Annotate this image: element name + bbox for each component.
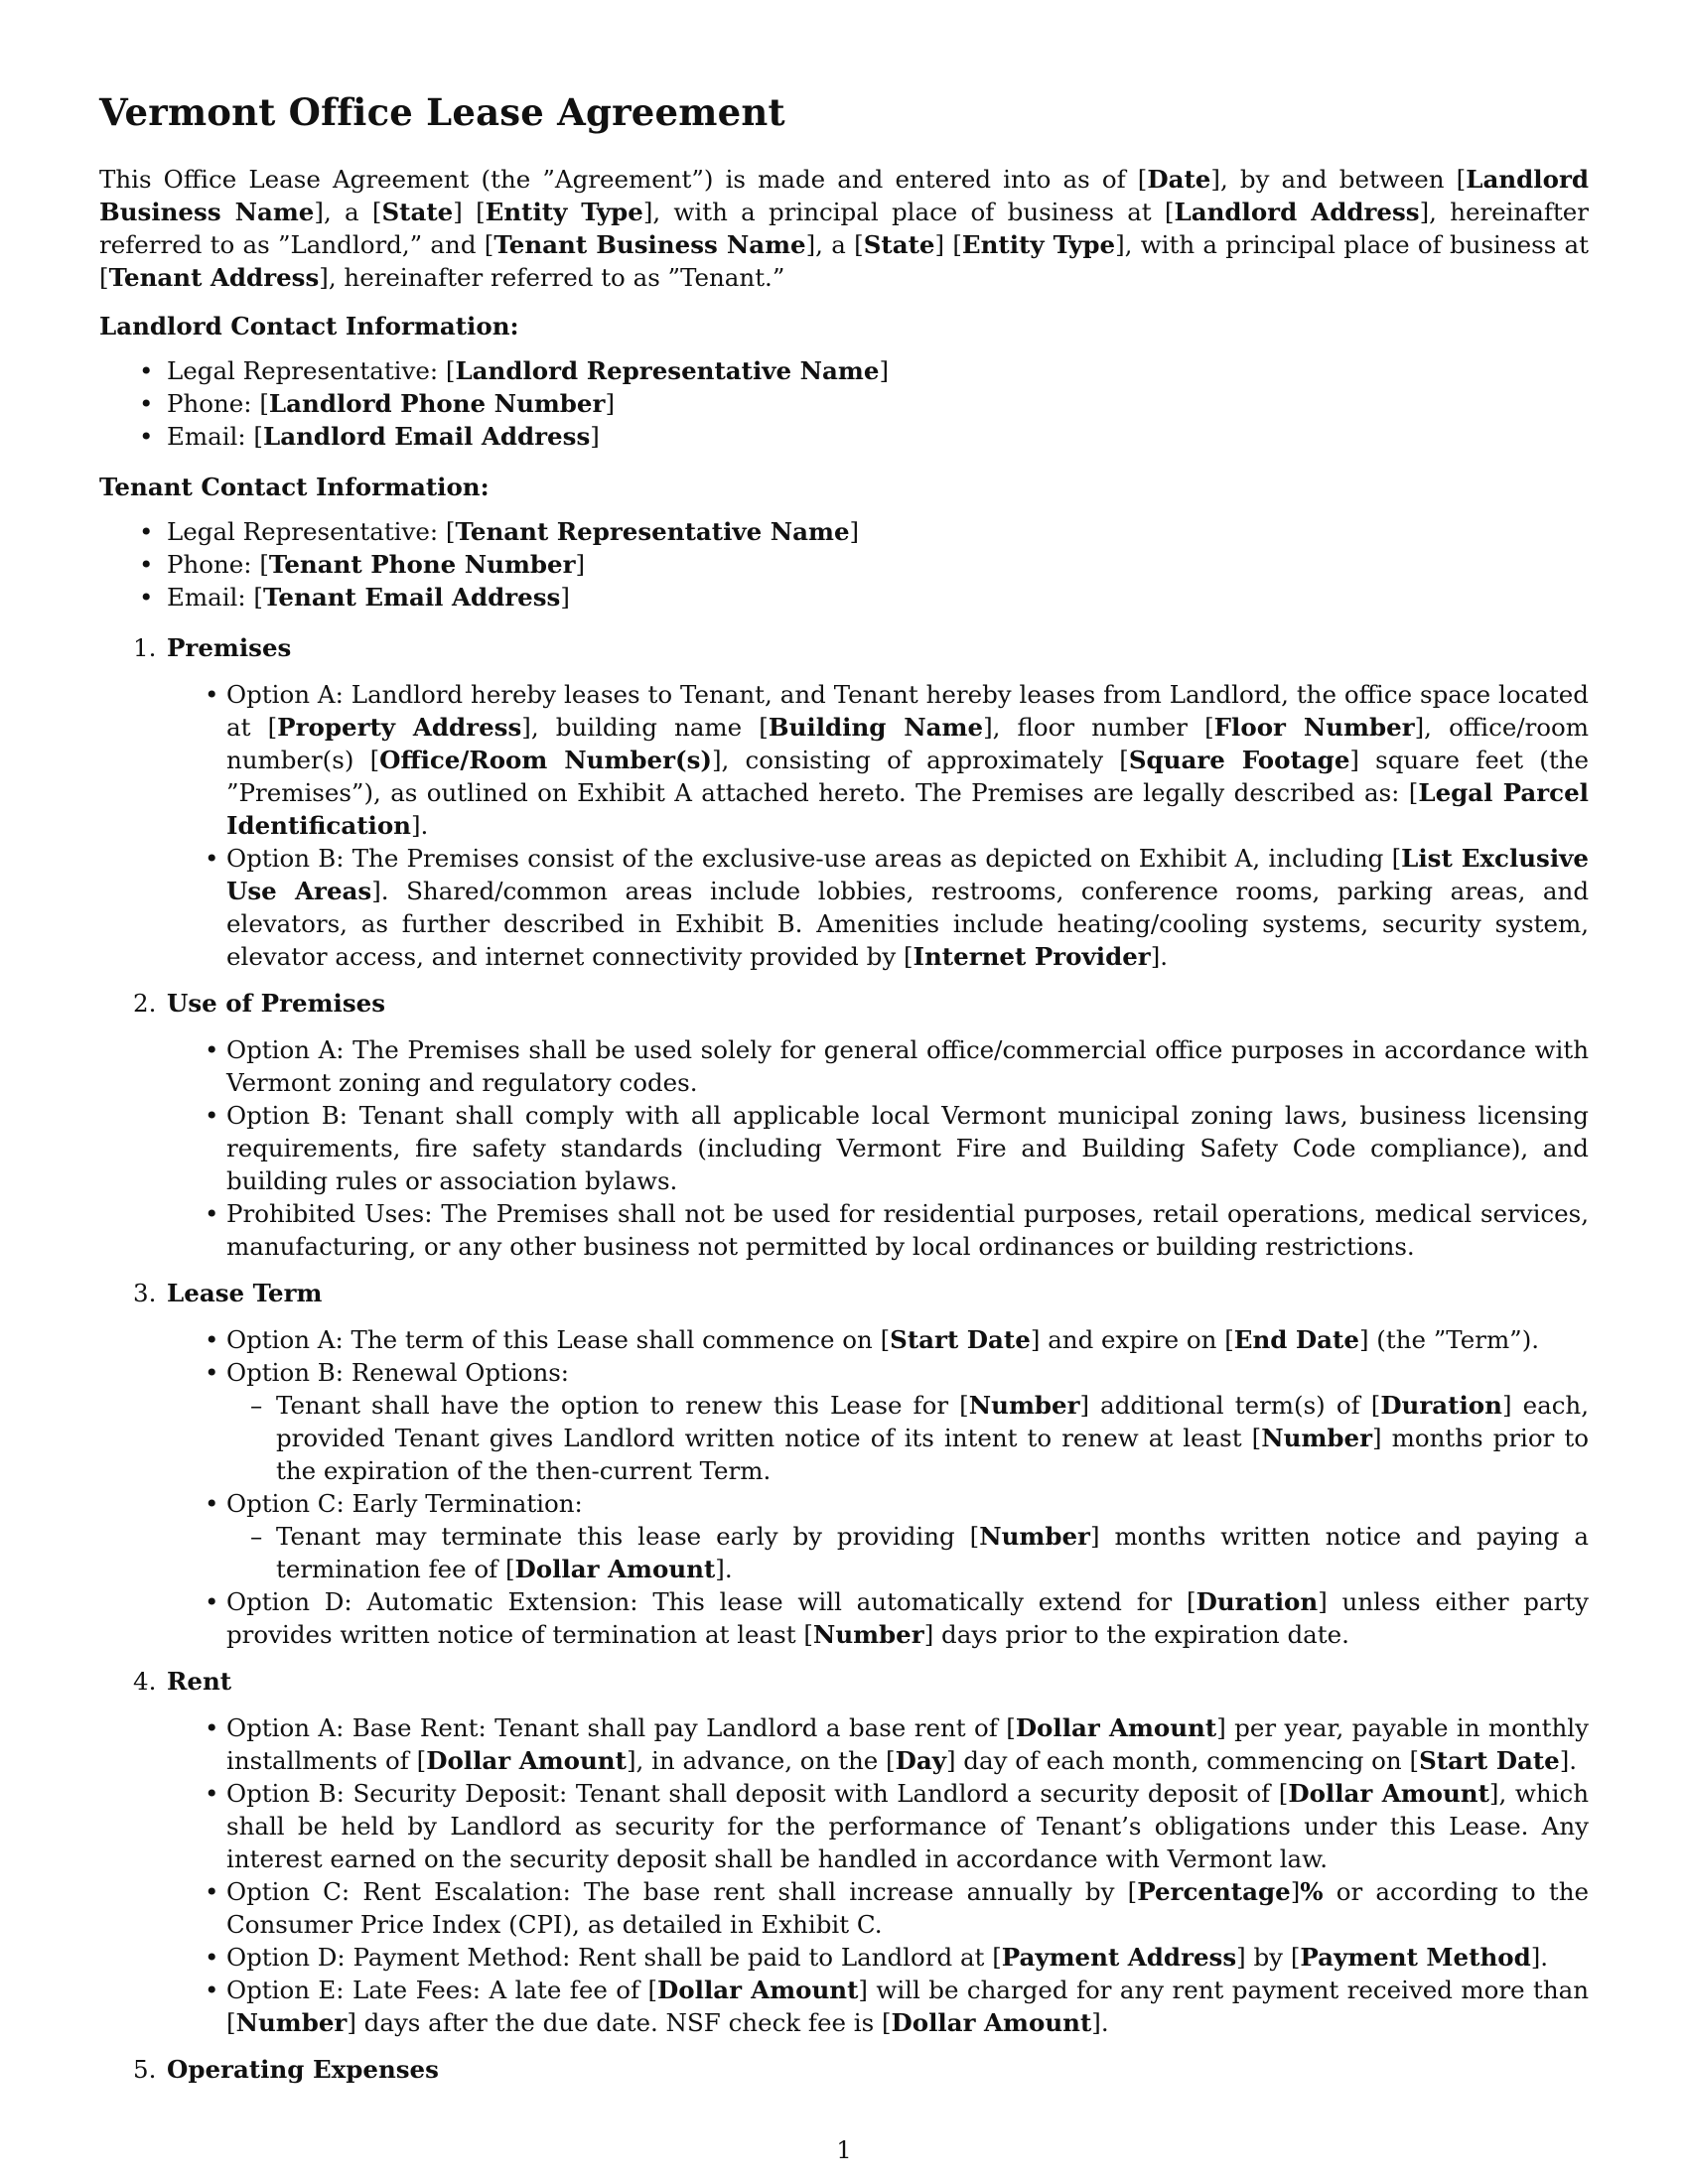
list-item: • Option A: Base Rent: Tenant shall pay Landlord a base rent of [Dollar Amount] per year, payable in monthly installments of [Dollar Amount], in advance, on the [Day] day of each month, commencing on [Start Date].: [226, 1711, 1589, 1777]
premises-options: [99, 678, 1589, 973]
list-item: • Option D: Automatic Extension: This lease will automatically extend for [Duration] unless either party provides written notice of termination at least [Number] days prior to the expiration date.: [226, 1585, 1589, 1651]
list-item: – Tenant shall have the option to renew this Lease for [Number] additional term(s) of [Duration] each, provided Tenant gives Landlord written notice of its intent to renew at least [Number] months prior to the expiration of the then-current Term.: [276, 1389, 1589, 1487]
list-item: • Phone: [Tenant Phone Number]: [139, 548, 1589, 581]
list-item: • Option C: Early Termination: – Tenant may terminate this lease early by providing [Number] months written notice and paying a termination fee of [Dollar Amount].: [226, 1487, 1589, 1585]
list-item: • Option D: Payment Method: Rent shall be paid to Landlord at [Payment Address] by [Payment Method].: [226, 1941, 1589, 1974]
termination-sublist: [226, 1520, 1589, 1585]
sections-list: [99, 631, 1589, 2086]
section-heading: 4. Rent: [133, 1667, 232, 1696]
section-term: [99, 1277, 1589, 1651]
term-options: [99, 1323, 1589, 1651]
section-heading: 3. Lease Term: [133, 1279, 323, 1307]
list-item: • Legal Representative: [Tenant Representative Name]: [139, 515, 1589, 548]
intro-paragraph: This Office Lease Agreement (the ”Agreement”) is made and entered into as of [Date], by and between [Landlord Business Name], a [State] [Entity Type], with a principal place of business at [Landlord Address], hereinafter referred to as ”Landlord,” and [Tenant Business Name], a [State] [Entity Type], with a principal place of business at [Tenant Address], hereinafter referred to as ”Tenant.”: [99, 165, 1590, 292]
list-item: • Option B: Tenant shall comply with all applicable local Vermont municipal zoning laws, business licensing requirements, fire safety standards (including Vermont Fire and Building Safety Code compliance), and building rules or association bylaws.: [226, 1099, 1589, 1197]
document-page: [99, 81, 1589, 2100]
list-item: • Option A: The term of this Lease shall commence on [Start Date] and expire on [End Date] (the ”Term”).: [226, 1323, 1589, 1356]
list-item: • Option A: Landlord hereby leases to Tenant, and Tenant hereby leases from Landlord, the office space located at [Property Address], building name [Building Name], floor number [Floor Number], office/room number(s) [Office/Room Number(s)], consisting of approximately [Square Footage] square feet (the ”Premises”), as outlined on Exhibit A attached hereto. The Premises are legally described as: [Legal Parcel Identification].: [226, 678, 1589, 842]
page-title: Vermont Office Lease Agreement: [99, 90, 785, 134]
list-item: • Option B: The Premises consist of the exclusive-use areas as depicted on Exhibit A, including [List Exclusive Use Areas]. Shared/common areas include lobbies, restrooms, conference rooms, parking areas, and elevators, as further described in Exhibit B. Amenities include heating/cooling systems, security system, elevator access, and internet connectivity provided by [Internet Provider].: [226, 842, 1589, 973]
section-operating-expenses: [99, 2053, 1589, 2086]
tenant-contact-heading: Tenant Contact Information:: [99, 473, 490, 501]
list-item: • Option B: Renewal Options: – Tenant shall have the option to renew this Lease for [Number] additional term(s) of [Duration] each, provided Tenant gives Landlord written notice of its intent to renew at least [Number] months prior to the expiration of the then-current Term.: [226, 1356, 1589, 1487]
section-heading: 1. Premises: [133, 633, 292, 662]
list-item: • Email: [Landlord Email Address]: [139, 420, 1589, 453]
section-use: [99, 987, 1589, 1263]
section-heading: 5. Operating Expenses: [133, 2055, 439, 2084]
list-item: • Option E: Late Fees: A late fee of [Dollar Amount] will be charged for any rent payment received more than [Number] days after the due date. NSF check fee is [Dollar Amount].: [226, 1974, 1589, 2039]
landlord-contact-heading: Landlord Contact Information:: [99, 312, 519, 341]
landlord-contact-list: [99, 354, 1589, 453]
use-options: [99, 1033, 1589, 1263]
page-number: 1: [836, 2136, 852, 2164]
list-item: • Email: [Tenant Email Address]: [139, 581, 1589, 614]
rent-options: [99, 1711, 1589, 2039]
list-item: • Option A: The Premises shall be used solely for general office/commercial office purposes in accordance with Vermont zoning and regulatory codes.: [226, 1033, 1589, 1099]
list-item: • Phone: [Landlord Phone Number]: [139, 387, 1589, 420]
list-item: • Prohibited Uses: The Premises shall not be used for residential purposes, retail operations, medical services, manufacturing, or any other business not permitted by local ordinances or building restrictions.: [226, 1197, 1589, 1263]
list-item: • Option B: Security Deposit: Tenant shall deposit with Landlord a security deposit of [Dollar Amount], which shall be held by Landlord as security for the performance of Tenant’s obligations under this Lease. Any interest earned on the security deposit shall be handled in accordance with Vermont law.: [226, 1777, 1589, 1875]
list-item: – Tenant may terminate this lease early by providing [Number] months written notice and paying a termination fee of [Dollar Amount].: [276, 1520, 1589, 1585]
renewal-sublist: [226, 1389, 1589, 1487]
list-item: • Option C: Rent Escalation: The base rent shall increase annually by [Percentage]% or according to the Consumer Price Index (CPI), as detailed in Exhibit C.: [226, 1875, 1589, 1941]
section-heading: 2. Use of Premises: [133, 989, 386, 1018]
list-item: • Legal Representative: [Landlord Representative Name]: [139, 354, 1589, 387]
section-premises: [99, 631, 1589, 973]
section-rent: [99, 1665, 1589, 2039]
tenant-contact-list: [99, 515, 1589, 614]
